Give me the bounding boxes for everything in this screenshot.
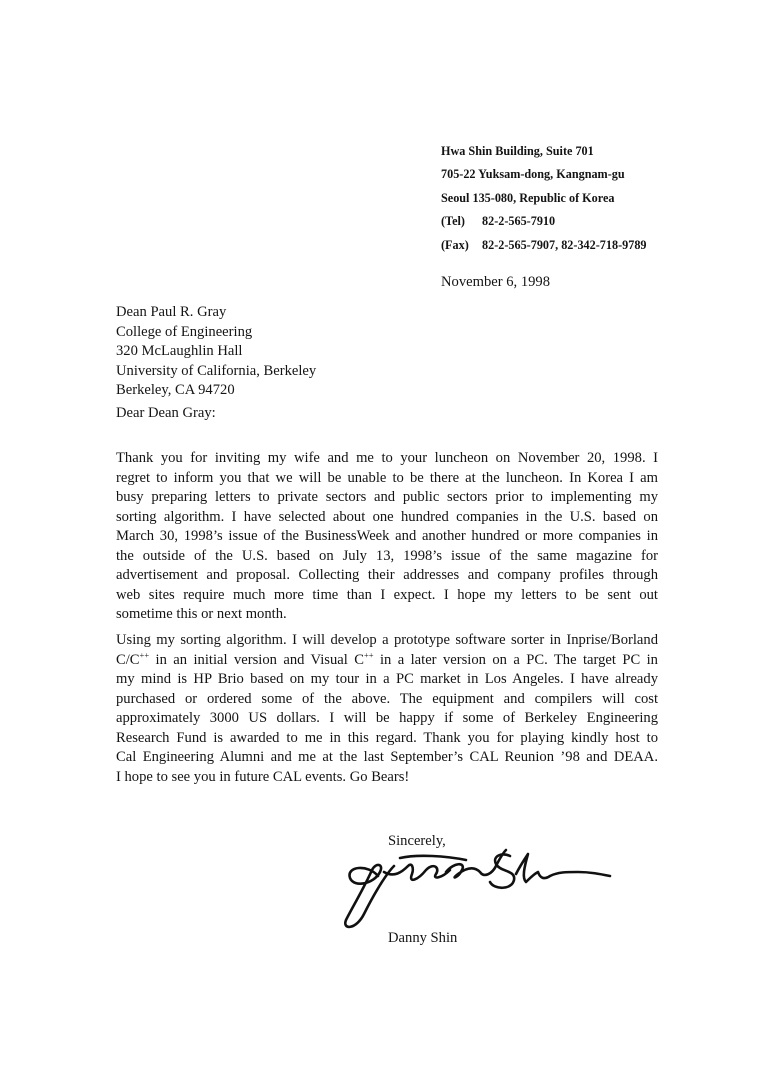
paragraph-line: Research Fund is awarded to me in this regard. Thank you for playing kindly host to xyxy=(116,729,658,746)
paragraph-line: my mind is HP Brio based on my tour in a PC market in Los Angeles. I have already xyxy=(116,671,658,687)
recipient-building: 320 McLaughlin Hall xyxy=(116,343,243,360)
paragraph-line: sorting algorithm. I have selected about one hundred companies in the U.S. based on xyxy=(116,508,658,525)
paragraph-line: the outside of the U.S. based on July 13, 1998’s issue of the same magazine for xyxy=(116,547,658,564)
paragraph-line: Cal Engineering Alumni and me at the last September’s CAL Reunion ’98 and DEAA. xyxy=(116,749,658,765)
paragraph-line: Thank you for inviting my wife and me to your luncheon on November 20, 1998. I xyxy=(116,450,658,466)
paragraph-line: purchased or ordered some of the above. The equipment and compilers will cost xyxy=(116,690,658,707)
body-paragraph-1 xyxy=(116,449,658,625)
superscript: ++ xyxy=(139,649,150,660)
letter-date: November 6, 1998 xyxy=(441,274,551,290)
paragraph-line xyxy=(116,651,658,671)
recipient-name: Dean Paul R. Gray xyxy=(116,304,227,320)
paragraph-line: March 30, 1998’s issue of the BusinessWeek and another hundred or more companies in xyxy=(116,528,658,544)
line-segment: in a later version on a PC. The target PC in xyxy=(373,651,658,668)
address-line-city: Seoul 135-080, Republic of Korea xyxy=(441,190,615,205)
signer-name: Danny Shin xyxy=(388,930,458,946)
paragraph-line: I hope to see you in future CAL events. Go Bears! xyxy=(116,768,410,785)
paragraph-line: Using my sorting algorithm. I will develop a prototype software sorter in Inprise/Borland xyxy=(116,632,658,648)
line-segment: in an initial version and Visual C xyxy=(149,651,364,668)
handwritten-signature xyxy=(334,848,624,934)
paragraph-line: web sites require much more time than I expect. I hope my letters to be sent out xyxy=(116,586,658,603)
paragraph-line: regret to inform you that we will be unable to be there at the luncheon. In Korea I am xyxy=(116,469,658,486)
tel-number: 82-2-565-7910 xyxy=(482,214,556,229)
paragraph-line: advertisement and proposal. Collecting their addresses and company profiles through xyxy=(116,567,658,583)
recipient-address xyxy=(116,303,316,401)
salutation: Dear Dean Gray: xyxy=(116,405,216,421)
paragraph-line: approximately 3000 US dollars. I will be happy if some of Berkeley Engineering xyxy=(116,710,658,726)
address-line-building: Hwa Shin Building, Suite 701 xyxy=(441,144,594,158)
recipient-city: Berkeley, CA 94720 xyxy=(116,382,235,399)
address-line-street: 705-22 Yuksam-dong, Kangnam-gu xyxy=(441,167,625,182)
paragraph-line: sometime this or next month. xyxy=(116,606,287,622)
address-line-tel xyxy=(441,210,647,233)
sender-address xyxy=(441,140,647,257)
address-line-fax xyxy=(441,234,647,257)
line-segment: C/C xyxy=(116,651,140,668)
recipient-department: College of Engineering xyxy=(116,323,253,340)
fax-number: 82-2-565-7907, 82-342-718-9789 xyxy=(482,237,647,252)
body-paragraph-2 xyxy=(116,631,658,787)
fax-label: (Fax) xyxy=(441,237,469,252)
paragraph-line: busy preparing letters to private sectors and public sectors prior to implementing my xyxy=(116,489,658,505)
closing: Sincerely, xyxy=(388,833,446,849)
superscript: ++ xyxy=(363,649,374,660)
recipient-institution: University of California, Berkeley xyxy=(116,362,317,379)
tel-label: (Tel) xyxy=(441,214,465,229)
